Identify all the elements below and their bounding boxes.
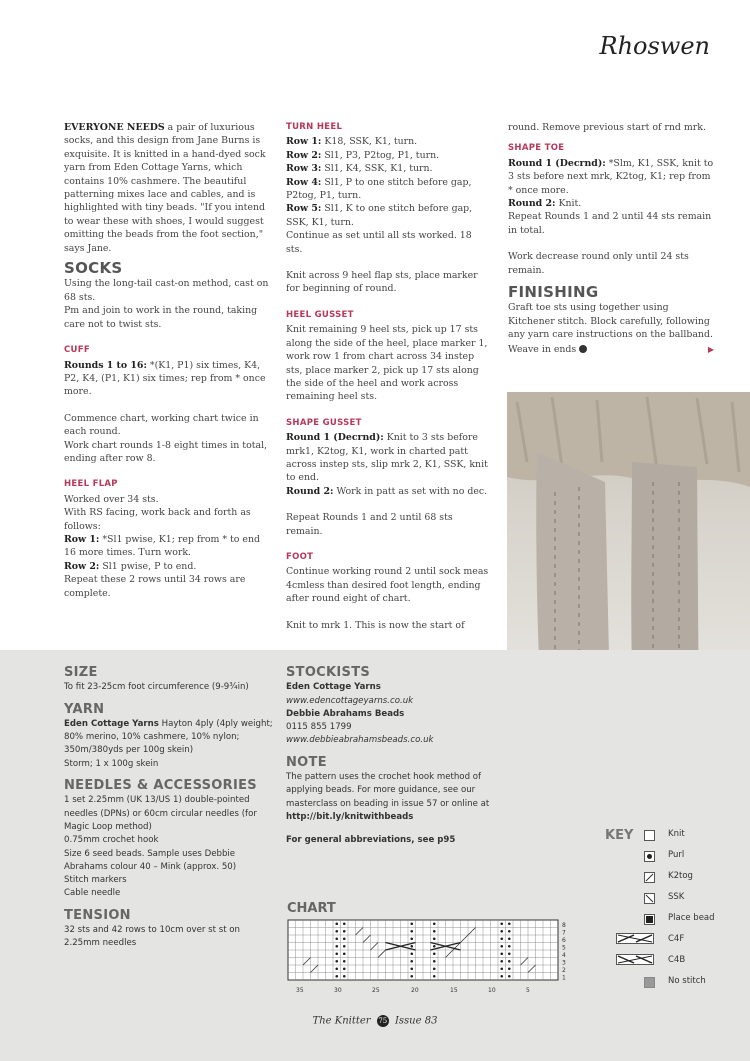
stockist-2-name: Debbie Abrahams Beads xyxy=(286,708,405,719)
tension-text: 32 sts and 42 rows to 10cm over st st on 2.25mm needles xyxy=(64,925,241,949)
chart-x-label: 25 xyxy=(372,987,380,994)
heel-flap-p1: Worked over 34 sts. xyxy=(64,493,159,505)
key-label: K2tog xyxy=(668,871,693,881)
heel-flap-p2: With RS facing, work back and forth as follows: xyxy=(64,507,251,532)
chart-y-label: 3 xyxy=(562,959,566,967)
chart-y-label: 6 xyxy=(562,937,566,944)
purl-symbol-icon xyxy=(644,851,655,862)
toe-r2-text: Knit. xyxy=(555,198,582,210)
chart-x-label: 30 xyxy=(334,987,342,994)
chart-purl-mark xyxy=(433,967,436,970)
chart-purl-mark xyxy=(433,952,436,955)
knitting-chart xyxy=(286,918,576,1000)
chart-purl-mark xyxy=(410,930,413,933)
heel-flap-row1-lead: Row 1: xyxy=(64,533,100,545)
abbreviations-note: For general abbreviations, see p95 xyxy=(286,835,456,846)
key-label: SSK xyxy=(668,892,685,902)
page-footer xyxy=(0,1015,750,1027)
turn-heel-row-text: Sl1, P3, P2tog, P1, turn. xyxy=(321,149,440,161)
shape-toe-heading: SHAPE TOE xyxy=(508,143,565,154)
no-stitch-symbol-icon xyxy=(644,977,655,988)
chart-purl-mark xyxy=(335,930,338,933)
intro-lead: EVERYONE NEEDS xyxy=(64,122,165,133)
shape-gusset-r2-lead: Round 2: xyxy=(286,485,334,497)
toe-r1-lead: Round 1 (Decrnd): xyxy=(508,157,606,169)
next-arrow-icon: ▶ xyxy=(707,344,714,354)
cuff-text: *(K1, P1) six times, K4, P2, K4, (P1, K1) six times; rep from * once more. xyxy=(64,359,266,398)
chart-x-label: 20 xyxy=(411,987,419,994)
chart-purl-mark xyxy=(433,930,436,933)
cuff-heading: CUFF xyxy=(64,345,90,356)
chart-y-label: 5 xyxy=(562,944,566,952)
foot-knit: Knit to mrk 1. This is now the start of xyxy=(286,619,465,631)
heel-flap-heading: HEEL FLAP xyxy=(64,479,118,490)
chart-heading: CHART xyxy=(287,901,336,916)
end-mark-icon xyxy=(579,345,587,353)
heel-flap-row2-lead: Row 2: xyxy=(64,560,100,572)
turn-heel-row-lead: Row 1: xyxy=(286,136,322,148)
chart-purl-mark xyxy=(508,975,511,978)
chart-purl-mark xyxy=(508,960,511,963)
needles-item: Size 6 seed beads. Sample uses Debbie Abrahams colour 40 – Mink (approx. 50) xyxy=(64,848,237,872)
bead-symbol-icon xyxy=(644,914,655,925)
chart-purl-mark xyxy=(410,952,413,955)
stockists-heading: STOCKISTS xyxy=(286,665,371,680)
chart-y-label: 4 xyxy=(562,952,566,959)
needles-heading: NEEDLES & ACCESSORIES xyxy=(64,778,257,794)
info-column xyxy=(64,660,274,951)
stockist-2-url[interactable]: www.debbieabrahamsbeads.co.uk xyxy=(286,735,434,746)
turn-heel-row-text: Sl1, K4, SSK, K1, turn. xyxy=(321,163,433,175)
socks-p2: Pm and join to work in the round, taking care not to twist sts. xyxy=(64,305,258,330)
toe-r1-text: *Slm, K1, SSK, knit to 3 sts before next mrk, K2tog, K1; rep from * once more. xyxy=(508,157,714,196)
key-label: C4F xyxy=(668,934,685,944)
turn-heel-row-lead: Row 4: xyxy=(286,176,322,188)
key-label: Place bead xyxy=(668,913,715,923)
chart-purl-mark xyxy=(433,937,436,940)
chart-purl-mark xyxy=(335,945,338,948)
key-label: C4B xyxy=(668,955,686,965)
yarn-storm: Storm; 1 x 100g skein xyxy=(64,758,159,769)
page-title: Rhoswen xyxy=(599,32,710,60)
chart-purl-mark xyxy=(500,952,503,955)
chart-purl-mark xyxy=(500,937,503,940)
socks-heading: SOCKS xyxy=(64,259,123,278)
key-label: No stitch xyxy=(668,976,706,986)
chart-purl-mark xyxy=(410,937,413,940)
toe-decrease: Work decrease round only until 24 sts remain. xyxy=(508,251,689,276)
chart-purl-mark xyxy=(335,952,338,955)
chart-purl-mark xyxy=(500,967,503,970)
heel-gusset-heading: HEEL GUSSET xyxy=(286,309,354,320)
chart-purl-mark xyxy=(433,960,436,963)
toe-r2-lead: Round 2: xyxy=(508,198,556,210)
chart-purl-mark xyxy=(500,960,503,963)
toe-repeat: Repeat Rounds 1 and 2 until 44 sts remain in total. xyxy=(508,211,712,236)
shape-gusset-heading: SHAPE GUSSET xyxy=(286,417,362,428)
stockists-column xyxy=(286,660,491,848)
note-text: The pattern uses the crochet hook method of applying beads. For more guidance, see our masterclass on beading in issue 57 or online at xyxy=(286,772,490,809)
footer-issue: Issue 83 xyxy=(394,1015,438,1027)
heel-flap-row2-text: Sl1 pwise, P to end. xyxy=(99,560,197,572)
yarn-lead: Eden Cottage Yarns xyxy=(64,718,159,729)
needles-item: Stitch markers xyxy=(64,875,127,886)
socks-p1: Using the long-tail cast-on method, cast on 68 sts. xyxy=(64,278,269,303)
weave-text: Weave in ends xyxy=(508,343,577,355)
foot-text: Continue working round 2 until sock meas 4cmless than desired foot length, ending after round eight of chart. xyxy=(286,566,489,605)
turn-heel-knit: Knit across 9 heel flap sts, place marker for beginning of round. xyxy=(286,270,478,295)
chart-purl-mark xyxy=(343,922,346,925)
turn-heel-continue: Continue as set until all sts worked. 18 sts. xyxy=(286,230,472,255)
chart-x-label: 15 xyxy=(450,987,458,994)
chart-y-label: 8 xyxy=(562,922,566,929)
chart-purl-mark xyxy=(335,967,338,970)
column-3 xyxy=(508,121,718,356)
stockist-1-url[interactable]: www.edencottageyarns.co.uk xyxy=(286,695,414,706)
chart-purl-mark xyxy=(433,922,436,925)
chart-purl-mark xyxy=(343,930,346,933)
turn-heel-row-lead: Row 2: xyxy=(286,149,322,161)
heel-gusset-text: Knit remaining 9 heel sts, pick up 17 sts along the side of the heel, place marker 1, work row 1 from chart across 34 instep sts, place marker 2, pick up 17 sts along the side of the heel and work across remaining heel sts. xyxy=(286,324,488,403)
turn-heel-heading: TURN HEEL xyxy=(286,122,343,132)
chart-purl-mark xyxy=(410,922,413,925)
chart-purl-mark xyxy=(335,937,338,940)
chart-purl-mark xyxy=(410,945,413,948)
stockist-1-name: Eden Cottage Yarns xyxy=(286,682,381,693)
yarn-text: Hayton 4ply (4ply weight; 80% merino, 10% cashmere, 10% nylon; 350m/380yds per 100g skein) xyxy=(64,718,273,756)
turn-heel-row-text: Sl1, P to one stitch before gap, P2tog, P1, turn. xyxy=(286,176,472,202)
chart-y-label: 2 xyxy=(562,967,566,974)
turn-heel-row-text: K18, SSK, K1, turn. xyxy=(321,136,418,148)
shape-gusset-r1-lead: Round 1 (Decrnd): xyxy=(286,432,384,444)
chart-y-label: 7 xyxy=(562,929,566,937)
turn-heel-row-lead: Row 5: xyxy=(286,203,322,215)
finishing-heading: FINISHING xyxy=(508,283,599,302)
chart-purl-mark xyxy=(508,930,511,933)
chart-purl-mark xyxy=(343,975,346,978)
yarn-heading: YARN xyxy=(64,701,105,717)
tension-heading: TENSION xyxy=(64,907,131,923)
chart-purl-mark xyxy=(335,975,338,978)
column-2 xyxy=(286,121,491,632)
footer-magazine: The Knitter xyxy=(312,1015,371,1027)
size-heading: SIZE xyxy=(64,665,98,680)
key-heading: KEY xyxy=(605,828,634,843)
chart-purl-mark xyxy=(343,960,346,963)
chart-purl-mark xyxy=(500,945,503,948)
key-label: Purl xyxy=(668,850,685,860)
chart-purl-mark xyxy=(343,937,346,940)
page-number-badge: 75 xyxy=(378,1017,388,1025)
chart-purl-mark xyxy=(500,922,503,925)
chart-purl-mark xyxy=(410,960,413,963)
chart-purl-mark xyxy=(508,937,511,940)
chart-purl-mark xyxy=(343,967,346,970)
chart-purl-mark xyxy=(343,952,346,955)
shape-gusset-repeat: Repeat Rounds 1 and 2 until 68 sts remain. xyxy=(286,512,453,537)
chart-purl-mark xyxy=(433,975,436,978)
chart-purl-mark xyxy=(343,945,346,948)
shape-gusset-r1-text: Knit to 3 sts before mrk1, K2tog, K1, work in charted patt across instep sts, slip mrk 2, K1, SSK, knit to end. xyxy=(286,432,488,484)
heel-flap-p5: Repeat these 2 rows until 34 rows are complete. xyxy=(64,574,246,599)
turn-heel-row-lead: Row 3: xyxy=(286,163,322,175)
chart-purl-mark xyxy=(508,945,511,948)
chart-x-label: 35 xyxy=(296,987,304,994)
chart-x-label: 5 xyxy=(526,987,530,994)
chart-y-label: 1 xyxy=(562,974,566,982)
needles-item: Cable needle xyxy=(64,888,121,899)
chart-purl-mark xyxy=(508,967,511,970)
c4f-symbol-icon xyxy=(616,933,654,945)
size-text: To fit 23-25cm foot circumference (9-9¾in) xyxy=(64,682,249,693)
chart-x-label: 10 xyxy=(488,987,496,994)
note-heading: NOTE xyxy=(286,754,327,770)
turn-heel-row-text: Sl1, K to one stitch before gap, SSK, K1, turn. xyxy=(286,203,473,228)
shape-gusset-r2-text: Work in patt as set with no dec. xyxy=(333,485,488,497)
chart-purl-mark xyxy=(508,952,511,955)
socks-p4: Work chart rounds 1-8 eight times in total, ending after row 8. xyxy=(64,439,268,464)
knit-symbol-icon xyxy=(644,830,655,841)
key-label: Knit xyxy=(668,829,685,839)
foot-heading: FOOT xyxy=(286,551,314,562)
needles-item: 1 set 2.25mm (UK 13/US 1) double-pointed needles (DPNs) or 60cm circular needles (for Magic Loop method) xyxy=(64,795,257,832)
chart-purl-mark xyxy=(500,975,503,978)
note-link[interactable]: http://bit.ly/knitwithbeads xyxy=(286,811,414,822)
c4b-symbol-icon xyxy=(616,954,654,966)
ssk-symbol-icon xyxy=(644,893,655,904)
col3-continued: round. Remove previous start of rnd mrk. xyxy=(508,122,706,133)
k2tog-symbol-icon xyxy=(644,872,655,883)
socks-p3: Commence chart, working chart twice in each round. xyxy=(64,412,259,438)
intro-text: a pair of luxurious socks, and this design from Jane Burns is exquisite. It is knitted in a hand-dyed sock yarn from Eden Cottage Yarns, which contains 10% cashmere. The beautiful patterning mixes lace and cables, and is highlighted with tiny beads. "If you intend to wear these with shoes, I would suggest omitting the beads from the foot section," says Jane. xyxy=(64,122,266,254)
chart-purl-mark xyxy=(335,960,338,963)
needles-item: 0.75mm crochet hook xyxy=(64,835,159,846)
chart-purl-mark xyxy=(508,922,511,925)
cuff-lead: Rounds 1 to 16: xyxy=(64,359,147,371)
finishing-text: Graft toe sts using together using Kitchener stitch. Block carefully, following any yarn care instructions on the ballband. xyxy=(508,302,713,341)
chart-purl-mark xyxy=(410,975,413,978)
chart-purl-mark xyxy=(500,930,503,933)
stockist-2-phone: 0115 855 1799 xyxy=(286,722,352,733)
column-1 xyxy=(64,121,274,600)
chart-purl-mark xyxy=(410,967,413,970)
chart-purl-mark xyxy=(335,922,338,925)
chart-purl-mark xyxy=(433,945,436,948)
heel-flap-row1-text: *Sl1 pwise, K1; rep from * to end 16 more times. Turn work. xyxy=(64,533,260,559)
